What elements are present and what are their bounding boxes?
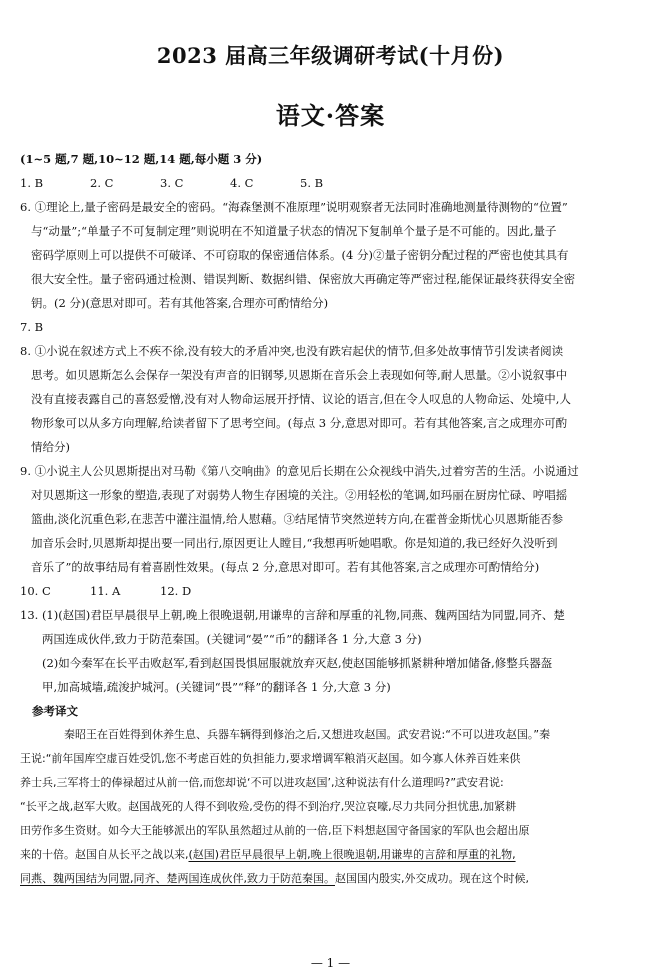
answer-9-line: 音乐了”的故事结局有着喜剧性效果。(每点 2 分,意思对即可。若有其他答案,言之成理亦可酌情给分) (31, 560, 540, 574)
reference-translation (20, 723, 641, 891)
translation-line: 养士兵,三军将士的俸禄超过从前一倍,而您却说‘不可以进攻赵国’,这种说法有什么道理吗?”武安君说: (20, 776, 504, 789)
answer-6-line: 钥。(2 分)(意思对即可。若有其他答案,合理亦可酌情给分) (31, 296, 329, 310)
mc-answers-10-12 (20, 579, 641, 603)
answer-10: 10. C (20, 584, 51, 598)
answer-13-1-line: 13. (1)(赵国)君臣早晨很早上朝,晚上很晚退朝,用谦卑的言辞和厚重的礼物,同燕、魏两国结为同盟,同齐、楚 (20, 608, 565, 622)
translation-line: 田劳作多生资财。如今大王能够派出的军队虽然超过从前的一倍,臣下料想赵国守备国家的军队也会超出原 (20, 824, 530, 837)
answer-subtitle: 语文·答案 (275, 101, 386, 130)
answer-9-line: 对贝恩斯这一形象的塑造,表现了对弱势人物生存困境的关注。②用轻松的笔调,如玛丽在厨房忙碌、哼唱摇 (31, 488, 568, 502)
answer-6-line: 很大安全性。量子密码通过检测、错误判断、数据纠错、保密放大再确定等严密过程,能保证最终获得安全密 (31, 272, 576, 286)
answer-13-2 (20, 651, 641, 699)
answer-content (20, 147, 641, 891)
underlined-translation: 同燕、魏两国结为同盟,同齐、楚两国连成伙伴,致力于防范秦国。 (20, 872, 335, 885)
answer-8-line: 思考。如贝恩斯怎么会保存一架没有声音的旧钢琴,贝恩斯在音乐会上表现如何等,耐人思量。②小说叙事中 (31, 368, 568, 382)
answer-8-line: 没有直接表露自己的喜怒爱憎,没有对人物命运展开抒情、议论的语言,但在令人叹息的人物命运、处境中,人 (31, 392, 571, 406)
answer-7: 7. B (20, 320, 44, 334)
answer-8-line: 情给分) (31, 440, 70, 454)
answer-6 (20, 195, 641, 315)
exam-title: 2023 届高三年级调研考试(十月份) (156, 43, 505, 68)
answer-2: 2. C (90, 176, 114, 190)
answer-9-line: 加音乐会时,贝恩斯却提出要一同出行,原因更让人瞠目,“我想再听她唱歌。你是知道的,我已经好久没听到 (31, 536, 558, 550)
translation-line: “长平之战,赵军大败。赵国战死的人得不到收殓,受伤的得不到治疗,哭泣哀嚎,尽力共同分担忧患,加紧耕 (20, 800, 517, 813)
answer-4: 4. C (230, 176, 254, 190)
answer-9 (20, 459, 641, 579)
answer-8 (20, 339, 641, 459)
answer-6-line: 与“动量”;“单量子不可复制定理”则说明在不知道量子状态的情况下复制单个量子是不可能的。因此,量子 (31, 224, 557, 238)
answer-8-line: 物形象可以从多方向理解,给读者留下了思考空间。(每点 3 分,意思对即可。若有其他答案,言之成理亦可酌 (31, 416, 568, 430)
answer-8-line: 8. ①小说在叙述方式上不疾不徐,没有较大的矛盾冲突,也没有跌宕起伏的情节,但多处故事情节引发读者阅读 (20, 344, 564, 358)
answer-13-1-line: 两国连成伙伴,致力于防范秦国。(关键词“晏”“币”的翻译各 1 分,大意 3 分) (42, 632, 422, 646)
page-number: — 1 — (310, 956, 351, 970)
translation-text: 来的十倍。赵国自从长平之战以来, (20, 848, 189, 861)
translation-line (20, 843, 641, 867)
mc-answers-1-5 (20, 171, 641, 195)
answer-6-line: 6. ①理论上,量子密码是最安全的密码。“海森堡测不准原理”说明观察者无法同时准确地测量待测物的“位置” (20, 200, 568, 214)
score-note: (1~5 题,7 题,10~12 题,14 题,每小题 3 分) (20, 152, 263, 166)
underlined-translation: (赵国)君臣早晨很早上朝,晚上很晚退朝,用谦卑的言辞和厚重的礼物, (188, 848, 516, 861)
translation-heading: 参考译文 (32, 704, 78, 718)
answer-5: 5. B (300, 176, 324, 190)
translation-line (20, 867, 641, 891)
answer-13-2-line: (2)如今秦军在长平击败赵军,看到赵国畏惧屈服就放弃灭赵,使赵国能够抓紧耕种增加储备,修整兵器盔 (42, 656, 553, 670)
answer-9-line: 篮曲,淡化沉重色彩,在悲苦中灌注温情,给人慰藉。③结尾情节突然逆转方向,在霍普金斯忧心贝恩斯能否参 (31, 512, 564, 526)
answer-9-line: 9. ①小说主人公贝恩斯提出对马勒《第八交响曲》的意见后长期在公众视线中消失,过着穷苦的生活。小说通过 (20, 464, 579, 478)
answer-11: 11. A (90, 584, 121, 598)
translation-line: 王说:“前年国库空虚百姓受饥,您不考虑百姓的负担能力,要求增调军粮消灭赵国。如今寡人休养百姓来供 (20, 752, 521, 765)
answer-1: 1. B (20, 176, 44, 190)
answer-13-2-line: 甲,加高城墙,疏浚护城河。(关键词“畏”“释”的翻译各 1 分,大意 3 分) (42, 680, 391, 694)
translation-text: 赵国国内殷实,外交成功。现在这个时候, (335, 872, 529, 885)
answer-3: 3. C (160, 176, 184, 190)
answer-6-line: 密码学原则上可以提供不可破译、不可窃取的保密通信体系。(4 分)②量子密钥分配过程的严密也使其具有 (31, 248, 569, 262)
translation-line: 秦昭王在百姓得到休养生息、兵器车辆得到修治之后,又想进攻赵国。武安君说:“不可以进攻赵国。”秦 (64, 728, 551, 741)
answer-13-1 (20, 603, 641, 651)
answer-12: 12. D (160, 584, 192, 598)
